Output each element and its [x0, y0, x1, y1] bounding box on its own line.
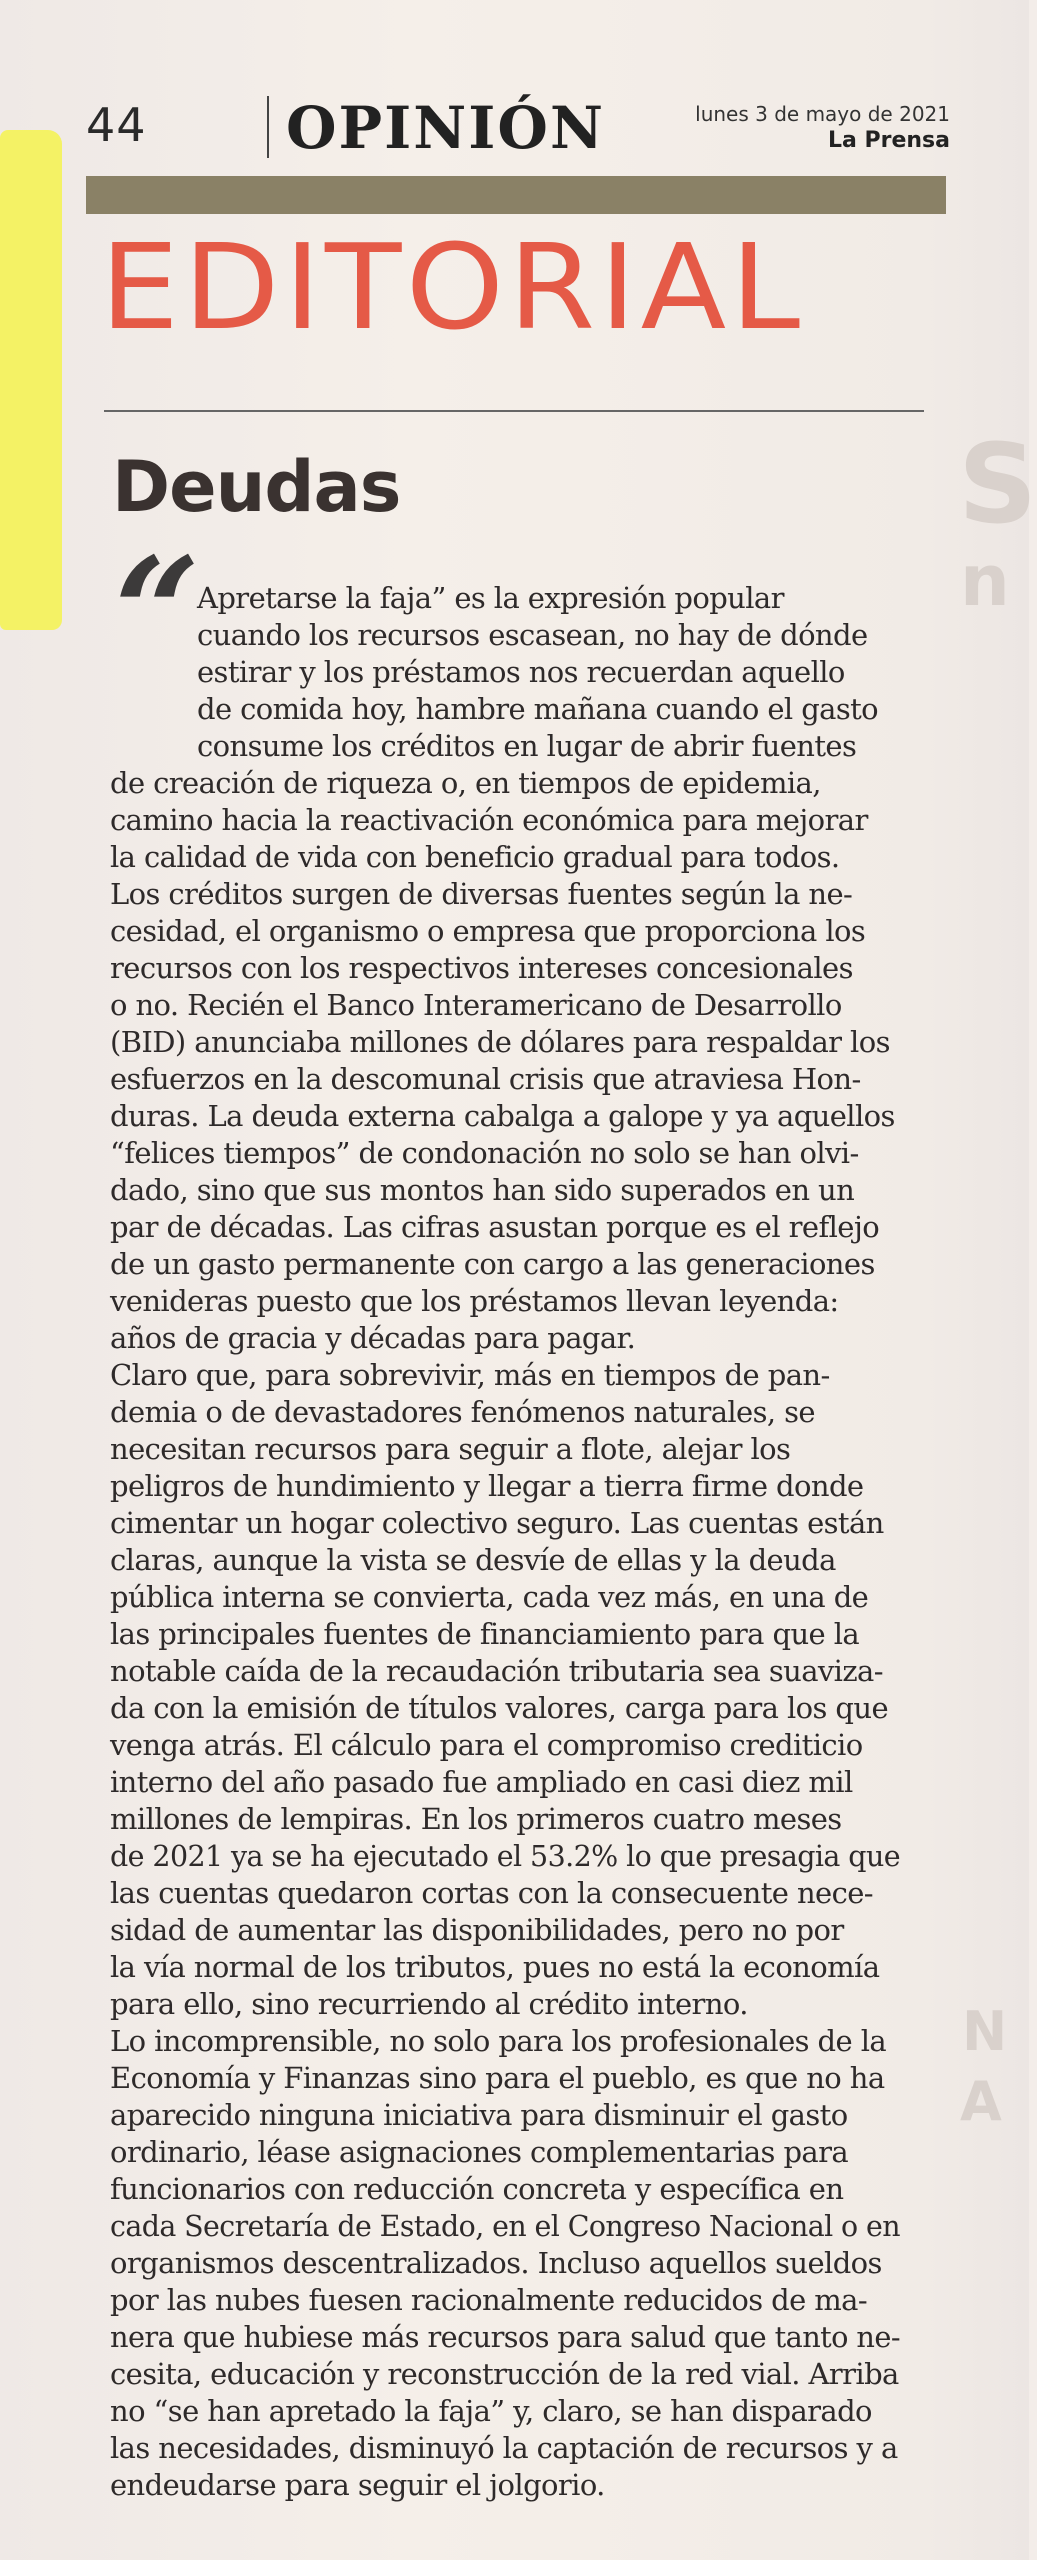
article-line: de un gasto permanente con cargo a las generaciones	[110, 1247, 875, 1281]
article-line: no “se han apretado la faja” y, claro, se han disparado	[110, 2394, 872, 2428]
bleed-through-mark: A	[960, 2070, 1002, 2133]
article-line: Claro que, para sobrevivir, más en tiempos de pan-	[110, 1358, 830, 1392]
article-line: recursos con los respectivos intereses concesionales	[110, 951, 853, 985]
article-line: peligros de hundimiento y llegar a tierra firme donde	[110, 1469, 864, 1503]
article-line: ordinario, léase asignaciones complementarias para	[110, 2135, 849, 2169]
article-line: dado, sino que sus montos han sido superados en un	[110, 1173, 855, 1207]
article-line: de 2021 ya se ha ejecutado el 53.2% lo que presagia que	[110, 1839, 900, 1873]
article-line: años de gracia y décadas para pagar.	[110, 1321, 636, 1355]
article-line: nera que hubiese más recursos para salud que tanto ne-	[110, 2320, 900, 2354]
article-line: las necesidades, disminuyó la captación de recursos y a	[110, 2431, 898, 2465]
article-line: “felices tiempos” de condonación no solo se han olvi-	[110, 1136, 859, 1170]
page-number: 44	[86, 98, 147, 152]
bleed-through-mark: N	[962, 2000, 1008, 2063]
article-line: cada Secretaría de Estado, en el Congreso Nacional o en	[110, 2209, 900, 2243]
article-line: organismos descentralizados. Incluso aquellos sueldos	[110, 2246, 882, 2280]
quote-icon: “	[114, 525, 201, 701]
article-line: cesita, educación y reconstrucción de la red vial. Arriba	[110, 2357, 899, 2391]
page-header	[86, 94, 950, 164]
article-line: o no. Recién el Banco Interamericano de Desarrollo	[110, 988, 842, 1022]
article-line: da con la emisión de títulos valores, carga para los que	[110, 1691, 889, 1725]
article-line: las cuentas quedaron cortas con la consecuente nece-	[110, 1876, 873, 1910]
article-line: funcionarios con reducción concreta y específica en	[110, 2172, 844, 2206]
article-line: sidad de aumentar las disponibilidades, pero no por	[110, 1913, 844, 1947]
article-line: la vía normal de los tributos, pues no está la economía	[110, 1950, 880, 1984]
article-line: Los créditos surgen de diversas fuentes según la ne-	[110, 877, 853, 911]
article-line: venga atrás. El cálculo para el compromiso crediticio	[110, 1728, 863, 1762]
article-line: esfuerzos en la descomunal crisis que atraviesa Hon-	[110, 1062, 861, 1096]
newspaper-name: La Prensa	[827, 128, 950, 153]
title-bar	[86, 176, 946, 214]
article-line: millones de lempiras. En los primeros cuatro meses	[110, 1802, 842, 1836]
article-line: cesidad, el organismo o empresa que proporciona los	[110, 914, 866, 948]
article-line: notable caída de la recaudación tributaria sea suaviza-	[110, 1654, 883, 1688]
article-line: cimentar un hogar colectivo seguro. Las cuentas están	[110, 1506, 884, 1540]
publication-date: lunes 3 de mayo de 2021	[695, 102, 950, 126]
article-line: aparecido ninguna iniciativa para disminuir el gasto	[110, 2098, 848, 2132]
bleed-through-mark: n	[960, 540, 1010, 622]
article-line: Economía y Finanzas sino para el pueblo, es que no ha	[110, 2061, 885, 2095]
article-line: necesitan recursos para seguir a flote, alejar los	[110, 1432, 791, 1466]
article-line: claras, aunque la vista se desvíe de ellas y la deuda	[110, 1543, 836, 1577]
header-divider	[267, 96, 269, 158]
article-line: interno del año pasado fue ampliado en casi diez mil	[110, 1765, 853, 1799]
highlighter-mark	[0, 130, 62, 630]
article-line: de creación de riqueza o, en tiempos de epidemia,	[110, 766, 821, 800]
article-line: par de décadas. Las cifras asustan porque es el reflejo	[110, 1210, 880, 1244]
article-line: las principales fuentes de financiamiento para que la	[110, 1617, 860, 1651]
article-line: cuando los recursos escasean, no hay de dónde	[197, 618, 868, 652]
article-line: Lo incomprensible, no solo para los profesionales de la	[110, 2024, 887, 2058]
article-headline: Deudas	[112, 446, 401, 528]
article-line: demia o de devastadores fenómenos naturales, se	[110, 1395, 815, 1429]
article-line: de comida hoy, hambre mañana cuando el gasto	[197, 692, 879, 726]
bleed-through-mark: S	[958, 420, 1037, 548]
article-line: por las nubes fuesen racionalmente reducidos de ma-	[110, 2283, 868, 2317]
article-line: camino hacia la reactivación económica para mejorar	[110, 803, 868, 837]
article-line: (BID) anunciaba millones de dólares para respaldar los	[110, 1025, 890, 1059]
article-line: estirar y los préstamos nos recuerdan aquello	[197, 655, 845, 689]
article-line: venideras puesto que los préstamos llevan leyenda:	[110, 1284, 839, 1318]
article-line: pública interna se convierta, cada vez más, en una de	[110, 1580, 869, 1614]
article-line: la calidad de vida con beneficio gradual para todos.	[110, 840, 840, 874]
section-title: OPINIÓN	[286, 94, 605, 162]
article-line: endeudarse para seguir el jolgorio.	[110, 2468, 605, 2502]
article-line: Apretarse la faja” es la expresión popular	[197, 581, 784, 615]
kicker-rule	[104, 410, 924, 412]
article-line: duras. La deuda externa cabalga a galope y ya aquellos	[110, 1099, 895, 1133]
kicker-editorial: EDITORIAL	[100, 218, 805, 356]
article-line: consume los créditos en lugar de abrir fuentes	[197, 729, 857, 763]
article-line: para ello, sino recurriendo al crédito interno.	[110, 1987, 748, 2021]
